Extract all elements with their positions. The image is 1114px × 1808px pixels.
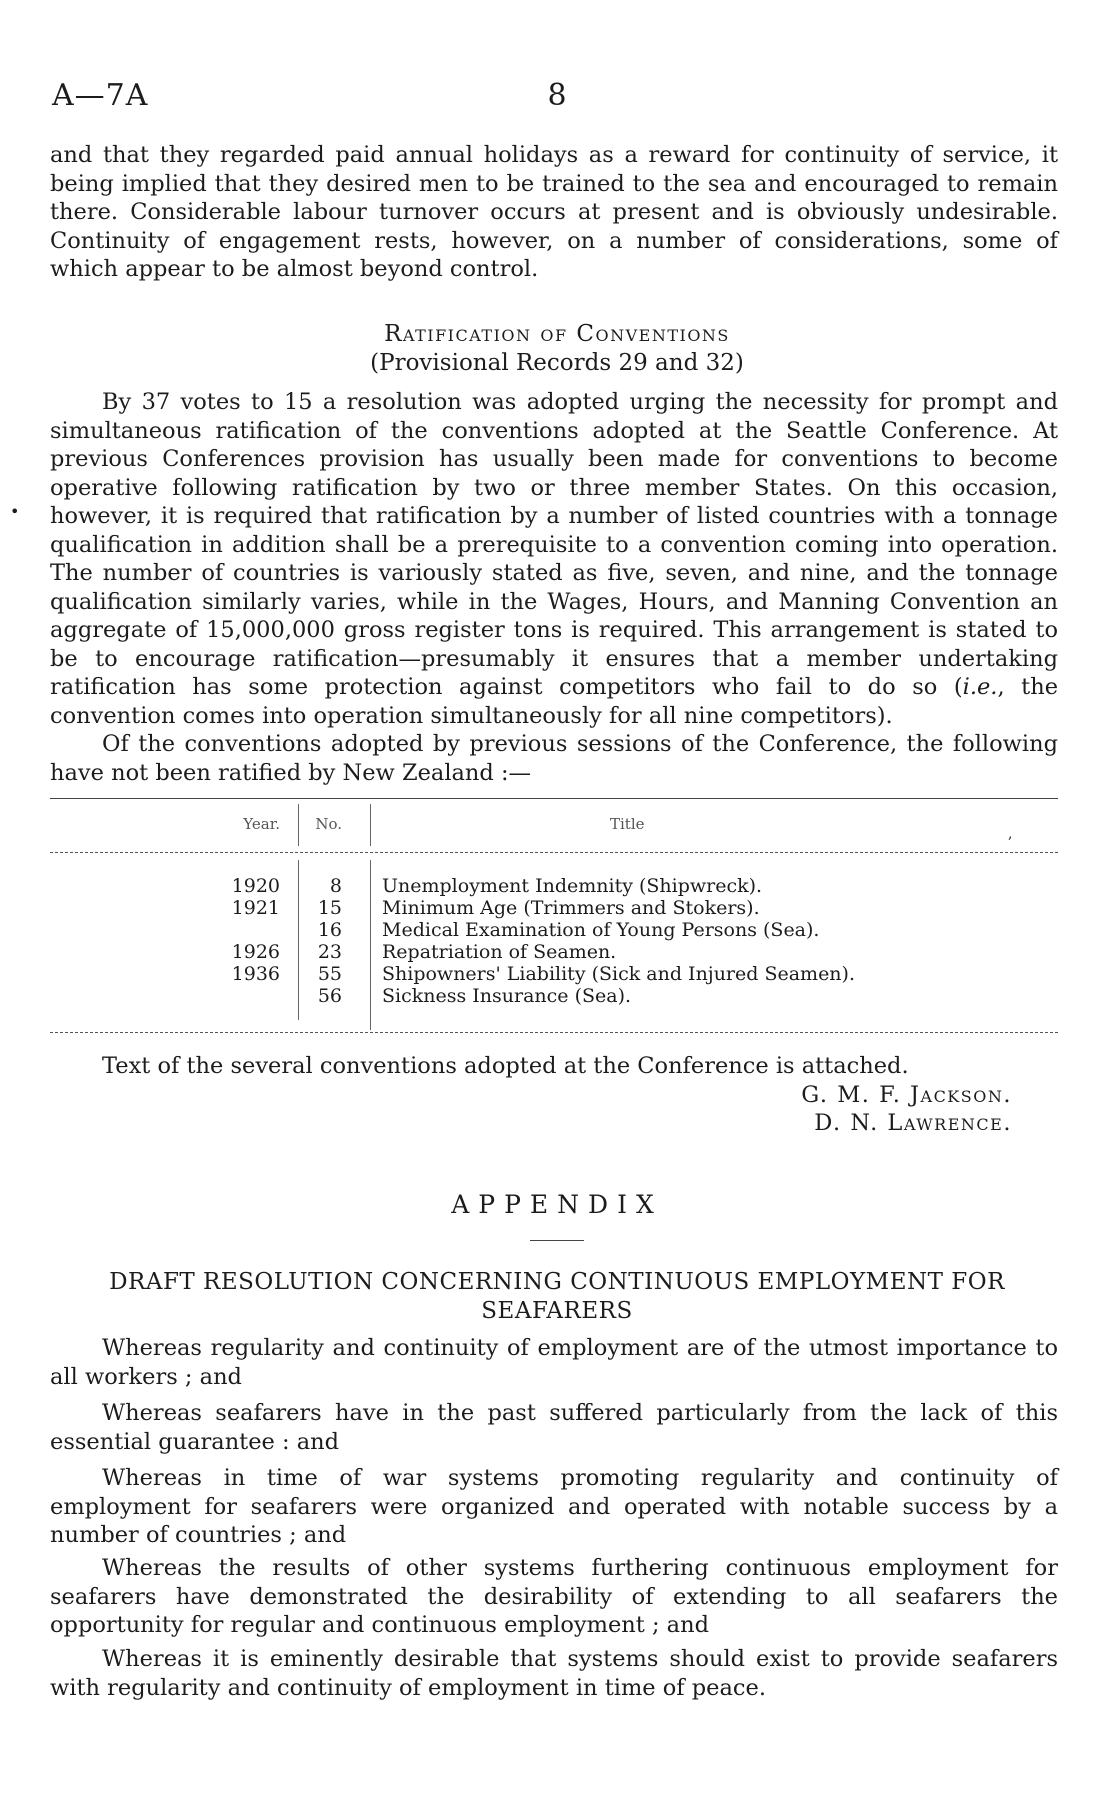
paragraph-ratification	[50, 388, 1058, 730]
paragraph-unratified-intro: Of the conventions adopted by previous sessions of the Conference, the following have not been ratified by New Zealand :—	[50, 731, 1058, 786]
table-divider-no-header	[370, 804, 371, 846]
signature-jackson: G. M. F. Jackson.	[801, 1082, 1012, 1108]
row-number: 56	[317, 985, 342, 1007]
row-title: Sickness Insurance (Sea).	[382, 985, 632, 1007]
row-number: 16	[317, 919, 342, 941]
section-title: Ratification of Conventions	[384, 321, 730, 347]
table-bottom-rule	[50, 1032, 1058, 1033]
paragraph-attached: Text of the several conventions adopted at the Conference is attached.	[102, 1053, 909, 1079]
appendix-title: APPENDIX	[451, 1190, 663, 1219]
margin-dot: •	[10, 502, 20, 521]
whereas-clause: Whereas the results of other systems furthering continuous employment for seafarers have demonstrated the desirability of extending to all seafarers the opportunity for regular and continuous employment ; and	[50, 1555, 1058, 1638]
row-year: 1926	[231, 941, 280, 963]
row-number: 8	[329, 875, 342, 897]
whereas-clause: Whereas in time of war systems promoting regularity and continuity of employment for seafarers were organized and operated with notable success by a number of countries ; and	[50, 1465, 1058, 1548]
row-number: 15	[317, 897, 342, 919]
row-number: 23	[317, 941, 342, 963]
paragraph-ratification-end: , the convention comes into operation simultaneously for all nine competitors).	[50, 674, 1059, 729]
row-title: Medical Examination of Young Persons (Sea).	[382, 919, 820, 941]
table-header-rule	[50, 852, 1058, 853]
table-divider-no	[370, 860, 371, 1030]
paragraph-ratification-text: By 37 votes to 15 a resolution was adopted urging the necessity for prompt and simultaneous ratification of the conventions adopted at the Seattle Conference. At previous Conferences provision has usually been made for conventions to become operative following ratification by two or three member States. On this occasion, however, it is required that ratification by a number of listed countries with a tonnage qualification in addition shall be a prerequisite to a convention coming into operation. The number of countries is variously stated as five, seven, and nine, and the tonnage qualification similarly varies, while in the Wages, Hours, and Manning Convention an aggregate of 15,000,000 gross register tons is required. This arrangement is stated to be to encourage ratification—presumably it ensures that a member undertaking ratification has some protection against competitors who fail to do so (	[50, 389, 1058, 700]
row-title: Minimum Age (Trimmers and Stokers).	[382, 897, 760, 919]
table-margin-mark: ,	[1008, 826, 1013, 842]
column-header-no: No.	[315, 815, 342, 833]
abbrev-ie: i.e.	[962, 674, 998, 700]
table-divider-year-header	[298, 804, 299, 846]
draft-resolution-heading: DRAFT RESOLUTION CONCERNING CONTINUOUS EMPLOYMENT FOR SEAFARERS	[109, 1269, 1005, 1324]
row-year: 1921	[231, 897, 280, 919]
row-title: Repatriation of Seamen.	[382, 941, 617, 963]
page-number: 8	[547, 78, 567, 113]
whereas-clause: Whereas it is eminently desirable that systems should exist to provide seafarers with regularity and continuity of employment in time of peace.	[50, 1646, 1058, 1701]
row-title: Shipowners' Liability (Sick and Injured Seamen).	[382, 963, 855, 985]
table-top-rule	[50, 798, 1058, 799]
section-subtitle: (Provisional Records 29 and 32)	[370, 350, 744, 376]
paragraph-continuity: and that they regarded paid annual holidays as a reward for continuity of service, it being implied that they desired men to be trained to the sea and encouraged to remain there. Considerable labour turnover occurs at present and is obviously undesirable. Continuity of engagement rests, however, on a number of considerations, some of which appear to be almost beyond control.	[50, 142, 1058, 282]
row-number: 55	[317, 963, 342, 985]
row-title: Unemployment Indemnity (Shipwreck).	[382, 875, 763, 897]
whereas-clause: Whereas seafarers have in the past suffered particularly from the lack of this essential guarantee : and	[50, 1400, 1058, 1455]
signature-lawrence: D. N. Lawrence.	[814, 1110, 1012, 1136]
column-header-title: Title	[610, 815, 645, 833]
row-year: 1920	[231, 875, 280, 897]
appendix-rule	[530, 1240, 584, 1241]
row-year: 1936	[231, 963, 280, 985]
column-header-year: Year.	[243, 815, 280, 833]
table-divider-year	[298, 860, 299, 1020]
document-reference: A—7A	[52, 78, 149, 113]
whereas-clause: Whereas regularity and continuity of employment are of the utmost importance to all workers ; and	[50, 1335, 1058, 1390]
